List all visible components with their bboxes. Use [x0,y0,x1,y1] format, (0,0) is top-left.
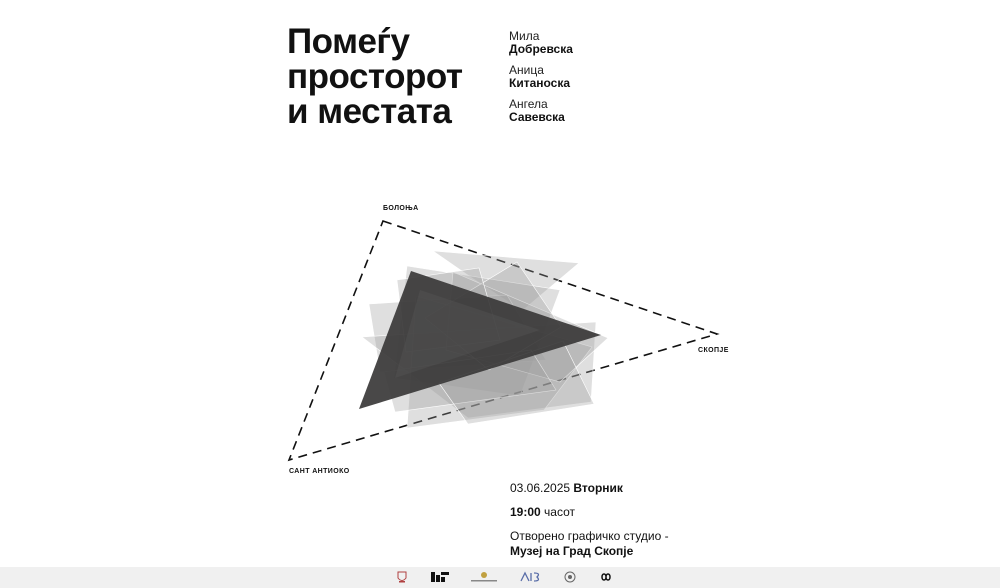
artist-first-name: Мила [509,29,540,43]
city-label-skopje: СКОПЈЕ [698,347,729,354]
event-venue-line-1: Отворено графичко студио - [510,529,669,543]
title-line-1: Помеѓу [287,22,410,61]
event-date: 03.06.2025 [510,481,571,495]
title-line-2: просторот [287,57,463,96]
artist-last-name: Китаноска [509,76,571,90]
museum-logo-icon [562,571,578,583]
title-line-3: и местата [287,92,452,131]
event-info [510,481,669,559]
sponsor-footer [0,567,1000,588]
event-weekday: Вторник [573,481,623,495]
crest-logo-icon [396,571,408,583]
event-time-unit: часот [544,505,576,519]
artist-first-name: Ангела [509,97,548,111]
artist-first-name: Аница [509,63,544,77]
ministry-logo-icon [469,571,499,583]
event-time: 19:00 [510,505,541,519]
artist-last-name: Савевска [509,110,565,124]
city-label-bologna: БОЛОЊА [383,205,419,212]
event-time-row [510,505,669,520]
studio-logo-icon [431,571,449,583]
city-logo-icon [520,571,542,583]
artist-last-name: Добревска [509,42,573,56]
event-venue-line-2: Музеј на Град Скопје [510,544,634,558]
infinity-logo-icon [598,571,614,583]
city-label-sant-antioco: САНТ АНТИОКО [289,468,350,475]
event-date-row [510,481,669,496]
